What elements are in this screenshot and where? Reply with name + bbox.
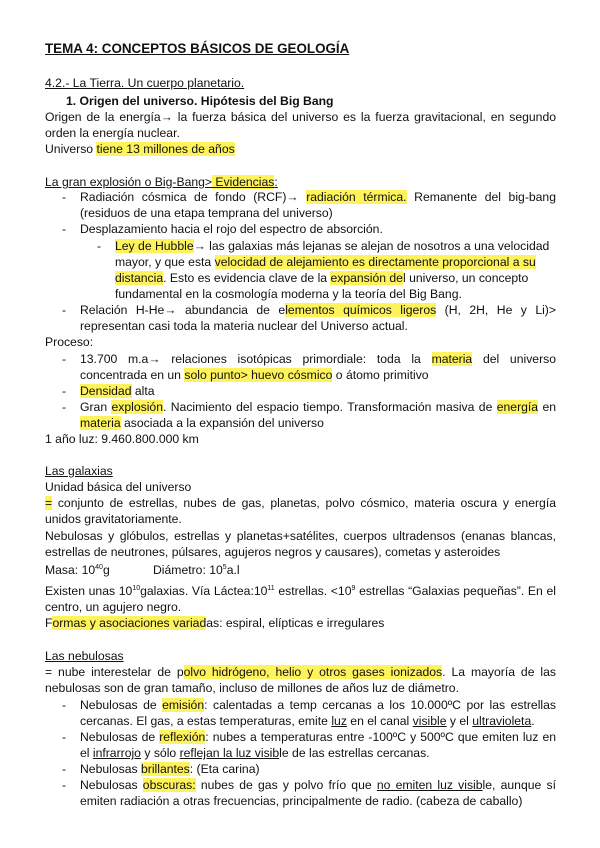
- nebulosa-emision-cont: cercanas. El gas, a estas temperaturas, emite luz en el canal visible y el ultravioleta.: [80, 714, 535, 728]
- proceso-item-2: Densidad alta: [80, 384, 155, 398]
- bullet-dash: -: [62, 303, 67, 317]
- galaxias-line-1: Unidad básica del universo: [45, 480, 192, 494]
- evidencias-heading: La gran explosión o Big-Bang> Evidencias:: [45, 175, 278, 189]
- hubble-line-3: distancia. Esto es evidencia clave de la expansión del universo, un concepto: [115, 271, 529, 285]
- bullet-dash: -: [62, 352, 67, 366]
- nebulosa-reflexion-cont: el infrarrojo y sólo reflejan la luz visible de las estrellas cercanas.: [80, 746, 430, 760]
- proceso-item-3-cont: materia asociada a la expansión del universo: [80, 416, 324, 430]
- proceso-heading: Proceso:: [45, 335, 94, 349]
- document-title: TEMA 4: CONCEPTOS BÁSICOS DE GEOLOGÍA: [45, 41, 350, 56]
- light-year-note: 1 año luz: 9.460.800.000 km: [45, 432, 199, 446]
- nebulosa-reflexion: Nebulosas de reflexión: nubes a temperaturas entre -100ºC y 500ºC que emiten luz en: [80, 730, 556, 744]
- galaxias-line-5: estrellas de neutrones, púlsares, agujeros negros y causares), cometas y asteroides: [45, 545, 501, 559]
- nebulosas-heading: Las nebulosas: [45, 649, 124, 663]
- bullet-dash: -: [62, 222, 67, 236]
- nebulosa-emision: Nebulosas de emisión: calentadas a temp cercanas a los 10.000ºC por las estrellas: [80, 698, 556, 712]
- galaxias-forms: Formas y asociaciones variadas: espiral, elípticas e irregulares: [45, 616, 385, 630]
- proceso-item-1-cont: concentrada en un solo punto> huevo cósmico o átomo primitivo: [80, 368, 429, 382]
- bullet-dash: -: [62, 698, 67, 712]
- galaxias-mass: Masa: $10^{40}g$: [45, 563, 110, 577]
- section-heading: 4.2.- La Tierra. Un cuerpo planetario.: [45, 76, 245, 90]
- evidence-item-rcf: Radiación cósmica de fondo (RCF)→ radiación térmica. Remanente del big-bang: [80, 190, 556, 204]
- origin-line-2: orden la energía nuclear.: [45, 126, 180, 140]
- bullet-dash: -: [62, 778, 67, 792]
- nebulosas-line-2: nebulosas son de gran tamaño, incluso de millones de años luz de diámetro.: [45, 681, 459, 695]
- origin-line-1: Origen de la energía→ la fuerza básica del universo es la fuerza gravitacional, en segundo: [45, 110, 556, 124]
- nebulosa-obscuras: Nebulosas obscuras: nubes de gas y polvo frío que no emiten luz visible, aunque sí: [80, 778, 556, 792]
- bullet-dash: -: [97, 239, 102, 253]
- nebulosas-line-1: = nube interestelar de polvo hidrógeno, helio y otros gases ionizados. La mayoría de las: [45, 665, 556, 679]
- bullet-dash: -: [62, 190, 67, 204]
- galaxias-line-4: Nebulosas y glóbulos, estrellas y planetas+satélites, cuerpos ultradensos (enanas blancas,: [45, 529, 556, 543]
- galaxias-count-line: Existen unas $10^{10}galaxias$. Vía $Láctea:10^{11}$ estrellas. $<10^9$ estrellas “Galaxias pequeñas”. En el: [45, 584, 556, 598]
- bullet-dash: -: [62, 730, 67, 744]
- universo-line: Universo tiene 13 millones de años: [45, 142, 235, 156]
- hubble-line-1: Ley de Hubble→ las galaxias más lejanas se alejan de nosotros a una velocidad: [115, 239, 550, 253]
- galaxias-line-3: unidos gravitatoriamente.: [45, 512, 182, 526]
- galaxias-heading: Las galaxias: [45, 464, 113, 478]
- galaxias-count-cont: centro, un agujero negro.: [45, 600, 182, 614]
- bullet-dash: -: [62, 384, 67, 398]
- nebulosa-brillantes: Nebulosas brillantes: (Eta carina): [80, 762, 260, 776]
- galaxias-line-2: = conjunto de estrellas, nubes de gas, planetas, polvo cósmico, materia oscura y energía: [45, 496, 556, 510]
- evidence-item-rcf-cont: (residuos de una etapa temprana del universo): [80, 206, 333, 220]
- evidence-item-hhe-cont: representan casi toda la materia nuclear del Universo actual.: [80, 319, 408, 333]
- evidence-item-redshift: Desplazamiento hacia el rojo del espectro de absorción.: [80, 222, 383, 236]
- evidence-item-hhe: Relación H-He→ abundancia de elementos químicos ligeros (H, 2H, He y Li)>: [80, 303, 556, 317]
- hubble-line-4: fundamental en la cosmología moderna y la teoría del Big Bang.: [115, 287, 462, 301]
- proceso-item-3: Gran explosión. Nacimiento del espacio tiempo. Transformación masiva de energía en: [80, 400, 557, 414]
- hubble-line-2: mayor, y que esta velocidad de alejamiento es directamente proporcional a su: [115, 255, 536, 269]
- subsection-heading: 1. Origen del universo. Hipótesis del Big Bang: [66, 94, 334, 108]
- bullet-dash: -: [62, 762, 67, 776]
- bullet-dash: -: [62, 400, 67, 414]
- proceso-item-1: 13.700 m.a→ relaciones isotópicas primordiale: toda la materia del universo: [80, 352, 557, 366]
- nebulosa-obscuras-cont: emiten radiación a otras frecuencias, principalmente de radio. (cabeza de caballo): [80, 794, 523, 808]
- galaxias-diameter: Diámetro: $10^5a.l$: [153, 563, 240, 577]
